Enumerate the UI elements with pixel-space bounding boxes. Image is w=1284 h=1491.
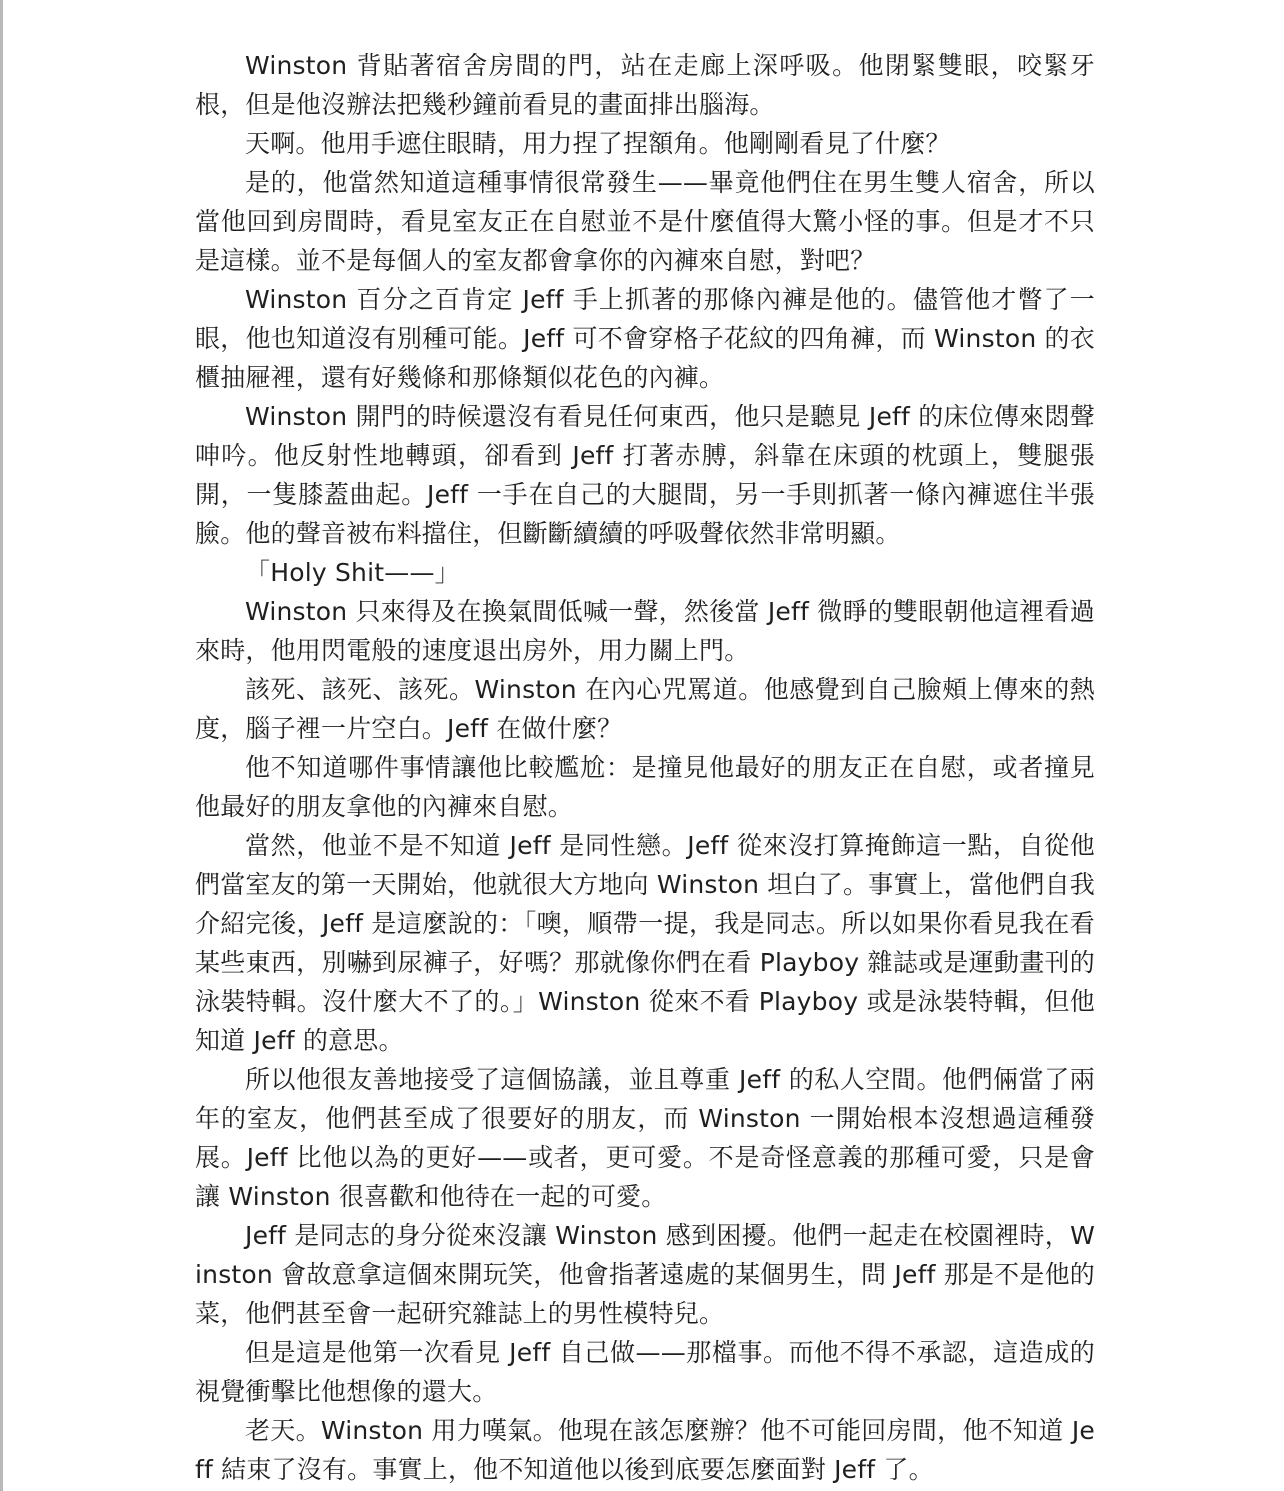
paragraph: 天啊。他用手遮住眼睛，用力捏了捏額角。他剛剛看見了什麼？ — [245, 129, 951, 158]
paragraph: Winston 只來得及在換氣間低喊一聲，然後當 Jeff 微睜的雙眼朝他這裡看過來時，他用閃電般的速度退出房外，用力關上門。 — [195, 597, 1095, 665]
paragraph: Jeff 是同志的身分從來沒讓 Winston 感到困擾。他們一起走在校園裡時，Winston 會故意拿這個來開玩笑，他會指著遠處的某個男生，問 Jeff 那是不是他的菜，他們甚至會一起研究雜誌上的男性模特兒。 — [195, 1221, 1095, 1328]
document-page — [195, 46, 1095, 1489]
paragraph: 「Holy Shit——」 — [245, 558, 460, 587]
paragraph: 當然，他並不是不知道 Jeff 是同性戀。Jeff 從來沒打算掩飾這一點，自從他們當室友的第一天開始，他就很大方地向 Winston 坦白了。事實上，當他們自我介紹完後，Jeff 是這麼說的：「噢，順帶一提，我是同志。所以如果你看見我在看某些東西，別嚇到尿褲子，好嗎？那就像你們在看 Playboy 雜誌或是運動畫刊的泳裝特輯。沒什麼大不了的。」Winston 從來不看 Playboy 或是泳裝特輯，但他知道 Jeff 的意思。 — [195, 831, 1095, 1055]
paragraph: Winston 背貼著宿舍房間的門，站在走廊上深呼吸。他閉緊雙眼，咬緊牙根，但是他沒辦法把幾秒鐘前看見的畫面排出腦海。 — [195, 51, 1095, 119]
paragraph: Winston 百分之百肯定 Jeff 手上抓著的那條內褲是他的。儘管他才瞥了一眼，他也知道沒有別種可能。Jeff 可不會穿格子花紋的四角褲，而 Winston 的衣櫃抽屜裡，還有好幾條和那條類似花色的內褲。 — [195, 285, 1095, 392]
paragraph: Winston 開門的時候還沒有看見任何東西，他只是聽見 Jeff 的床位傳來悶聲呻吟。他反射性地轉頭，卻看到 Jeff 打著赤膊，斜靠在床頭的枕頭上，雙腿張開，一隻膝蓋曲起。Jeff 一手在自己的大腿間，另一手則抓著一條內褲遮住半張臉。他的聲音被布料擋住，但斷斷續續的呼吸聲依然非常明顯。 — [195, 402, 1095, 548]
paragraph: 該死、該死、該死。Winston 在內心咒罵道。他感覺到自己臉頰上傳來的熱度，腦子裡一片空白。Jeff 在做什麼？ — [195, 675, 1095, 743]
page-left-edge — [0, 0, 3, 1491]
paragraph: 他不知道哪件事情讓他比較尷尬：是撞見他最好的朋友正在自慰，或者撞見他最好的朋友拿他的內褲來自慰。 — [195, 753, 1095, 821]
paragraph: 所以他很友善地接受了這個協議，並且尊重 Jeff 的私人空間。他們倆當了兩年的室友，他們甚至成了很要好的朋友，而 Winston 一開始根本沒想過這種發展。Jeff 比他以為的更好——或者，更可愛。不是奇怪意義的那種可愛，只是會讓 Winston 很喜歡和他待在一起的可愛。 — [195, 1065, 1095, 1211]
paragraph: 是的，他當然知道這種事情很常發生——畢竟他們住在男生雙人宿舍，所以當他回到房間時，看見室友正在自慰並不是什麼值得大驚小怪的事。但是才不只是這樣。並不是每個人的室友都會拿你的內褲來自慰，對吧？ — [195, 168, 1095, 275]
paragraph: 但是這是他第一次看見 Jeff 自己做——那檔事。而他不得不承認，這造成的視覺衝擊比他想像的還大。 — [195, 1338, 1095, 1406]
paragraph: 老天。Winston 用力嘆氣。他現在該怎麼辦？他不可能回房間，他不知道 Jeff 結束了沒有。事實上，他不知道他以後到底要怎麼面對 Jeff 了。 — [195, 1416, 1095, 1484]
